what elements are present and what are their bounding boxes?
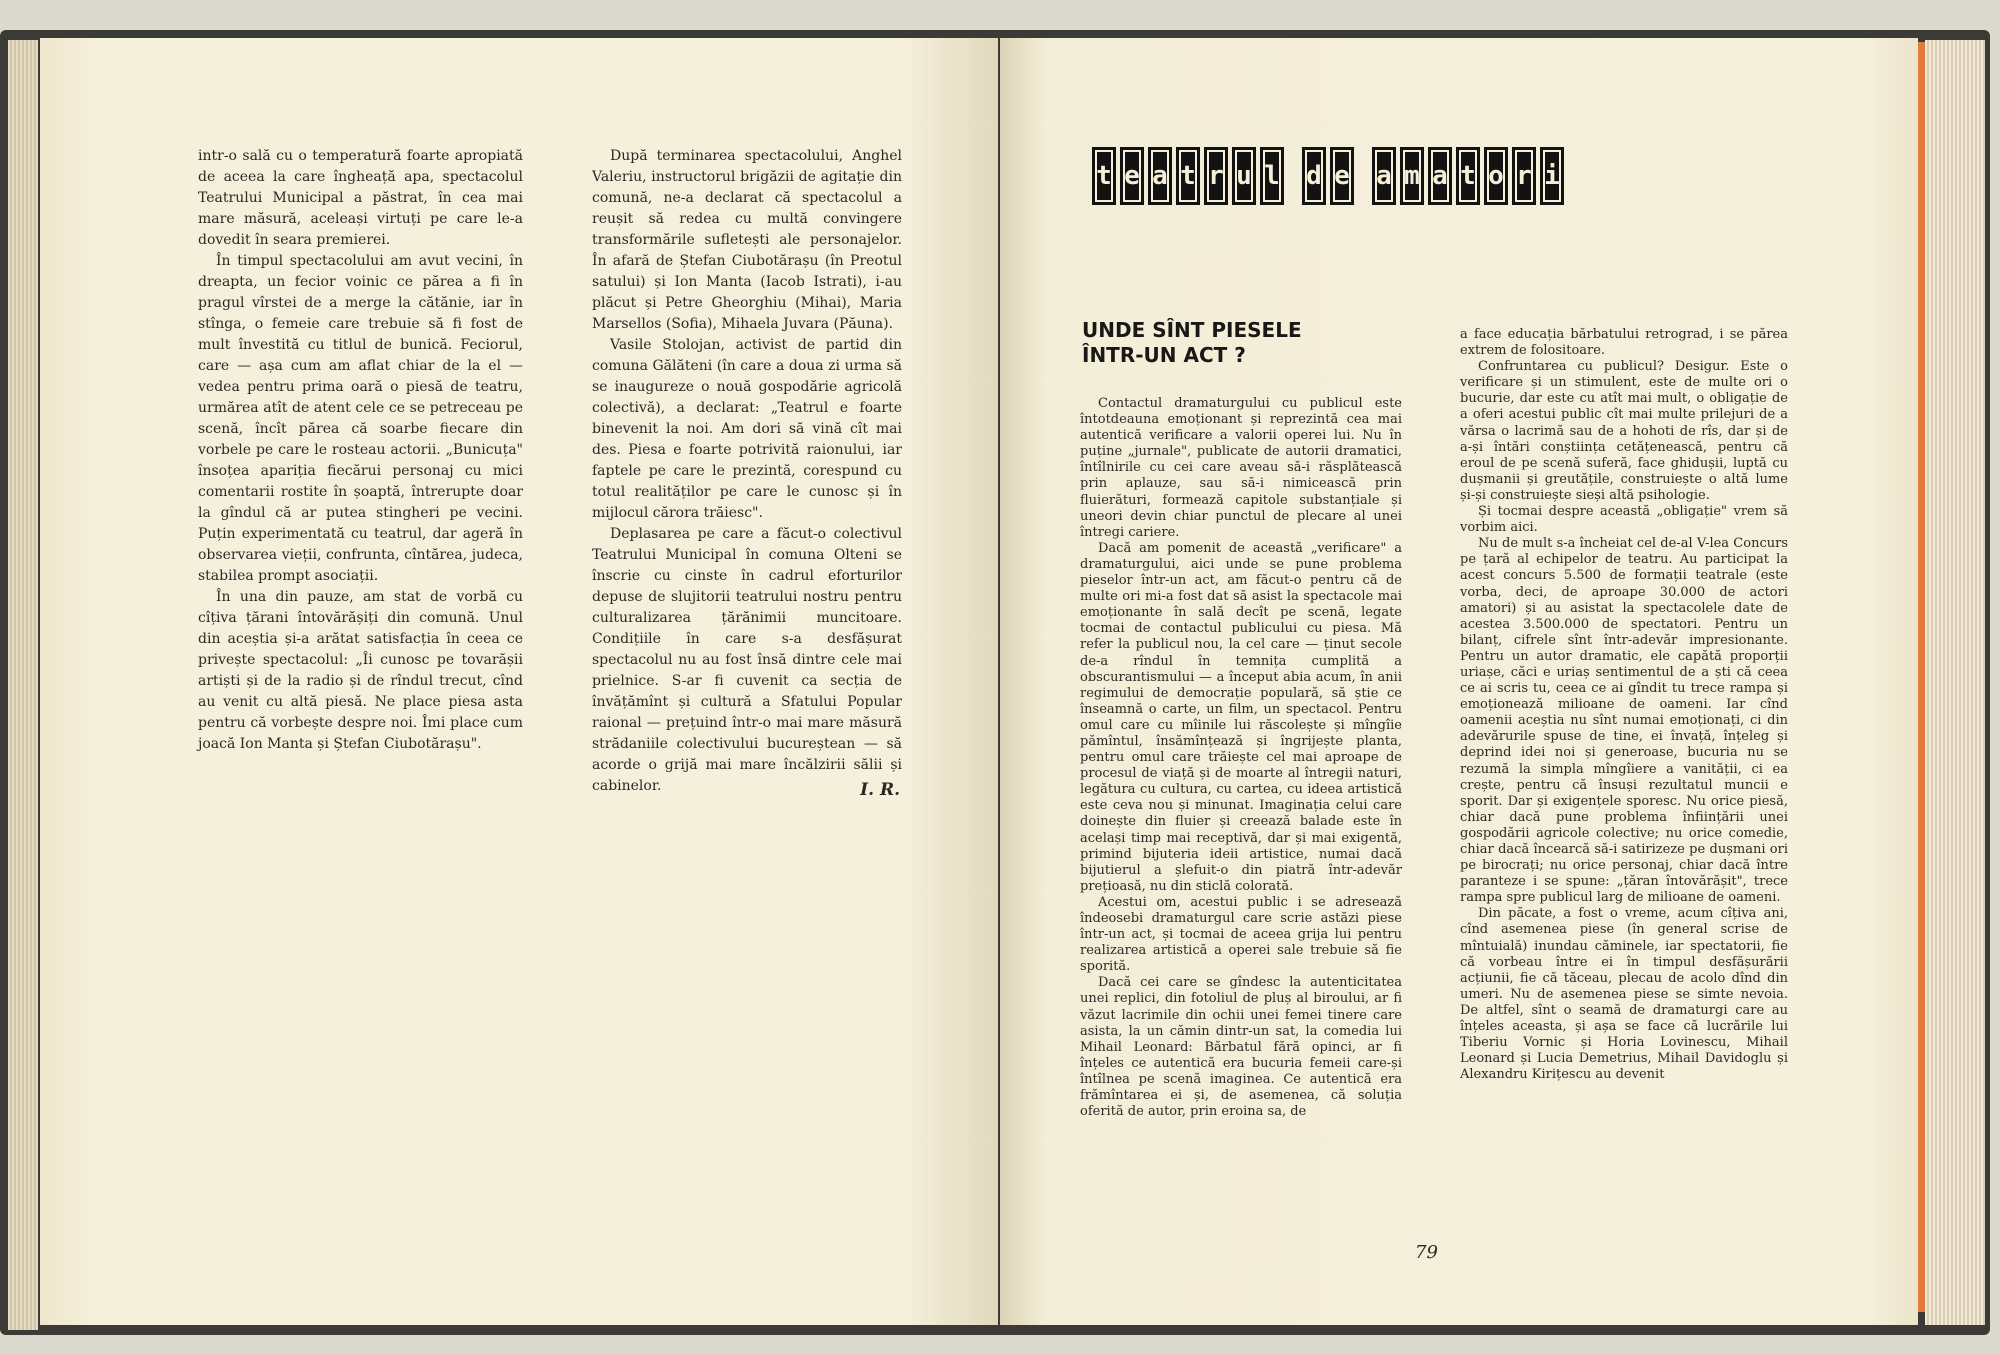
- left-page-column-2: [592, 146, 902, 797]
- paragraph: Confruntarea cu publicul? Desigur. Este o verificare și un stimulent, este de multe ori o bucurie, dar este cu atît mai mult, o obligație de a oferi acestui public cît mai multe prilejuri de a vărsa o lacrimă sau de a hohoti de rîs, dar și de a-și întări conștiința cetățenească, pentru că eroul de pe scenă suferă, face ghidușii, luptă cu dușmanii și greutățile, construiește o altă lume și-și construiește sieși altă psihologie.: [1460, 359, 1788, 503]
- paragraph: Contactul dramaturgului cu publicul este întotdeauna emoționant și reprezintă cea mai autentică verificare a valorii operei lui. Nu în puține „jurnale", publicate de autorii dramatici, întîlnirile cu cei care aveau să-i răsplătească prin aplauze, sau să-i nimicească prin fluierături, formează capitole substanțiale și uneori devin chiar punctul de plecare al unei întregi cariere.: [1080, 396, 1402, 540]
- paragraph: Nu de mult s-a încheiat cel de-al V-lea Concurs pe țară al echipelor de teatru. Au participat la acest concurs 5.500 de formații teatrale (este vorba, deci, de aproape 30.000 de actori amatori) și au asistat la spectacolele date de acestea 3.500.000 de spectatori. Pentru un bilanț, cifrele sînt într-adevăr impresionante. Pentru un autor dramatic, ele capătă proporții uriașe, căci e uriaș sentimentul de a ști că ceea ce ai scris tu, ceea ce ai gîndit tu trece rampa și emoționează milioane de oameni. Iar cînd oamenii aceștia nu sînt numai emoționați, ci din adevărurile spuse de tine, ei învață, înțeleg și deprind idei noi și generoase, bucuria nu se rezumă la simpla mîngîiere a vanității, ci ea crește, pentru că însuși rezultatul muncii e sporit. Dar și exigențele sporesc. Nu orice piesă, chiar dacă pune problema înființării unei gospodării agricole colective; nu orice comedie, chiar dacă încearcă să-i satirizeze pe dușmani ori pe birocrați; nu orice personaj, chiar dacă între paranteze i se spune: „țăran întovărășit", trece rampa spre publicul larg de milioane de oameni.: [1460, 536, 1788, 906]
- masthead-letter: o: [1484, 147, 1508, 205]
- masthead-letter: u: [1232, 147, 1256, 205]
- masthead-letter: t: [1456, 147, 1480, 205]
- masthead-word: [1092, 147, 1284, 205]
- page-edges-left: [8, 40, 38, 1330]
- masthead-letter: a: [1372, 147, 1396, 205]
- author-signature: I. R.: [860, 780, 900, 800]
- masthead-letter: a: [1148, 147, 1172, 205]
- left-page-column-1: [198, 146, 523, 755]
- masthead-word: [1372, 147, 1564, 205]
- masthead-letter: t: [1176, 147, 1200, 205]
- paragraph: După terminarea spectacolului, Anghel Valeriu, instructorul brigăzii de agitație din comună, ne-a declarat că spectacolul a reușit să redea cu multă convingere transformările sufletești ale personajelor. În afară de Ștefan Ciubotărașu (în Preotul satului) și Ion Manta (Iacob Istrati), i-au plăcut și Petre Gheorghiu (Mihai), Maria Marsellos (Sofia), Mihaela Juvara (Păuna).: [592, 148, 902, 332]
- paragraph: Dacă cei care se gîndesc la autenticitatea unei replici, din fotoliul de pluș al biroului, ar fi văzut lacrimile din ochii unei femei tinere care asista, la un cămin dintr-un sat, la comedia lui Mihail Leonard: Bărbatul fără opinci, ar fi înțeles ce autentică era bucuria femeii care-și întîlnea pe scenă imaginea. Ce autentică era frămîntarea ei și, de asemenea, că soluția oferită de autor, prin eroina sa, de: [1080, 975, 1402, 1120]
- paragraph: Deplasarea pe care a făcut-o colectivul Teatrului Municipal în comuna Olteni se înscrie cu cinste în cadrul eforturilor depuse de slujitorii teatrului nostru pentru culturalizarea țărănimii muncitoare. Condițiile în care s-a desfășurat spectacolul nu au fost însă dintre cele mai prielnice. S-ar fi cuvenit ca secția de învățămînt și cultură a Sfatului Popular raional — prețuind într-o mai mare măsură strădaniile colectivului bucureștean — să acorde o grijă mai mare încălzirii sălii și cabinelor.: [592, 526, 902, 794]
- masthead-letter: m: [1400, 147, 1424, 205]
- masthead-letter: d: [1302, 147, 1326, 205]
- page-number: 79: [1415, 1242, 1438, 1263]
- masthead-letter: e: [1120, 147, 1144, 205]
- masthead-word: [1302, 147, 1354, 205]
- paragraph: Acestui om, acestui public i se adresează îndeosebi dramaturgul care scrie astăzi piese într-un act, și tocmai de aceea grija lui pentru realizarea artistică a operei sale trebuie să fie sporită.: [1080, 894, 1402, 975]
- paragraph: Și tocmai despre această „obligație" vrem să vorbim aici.: [1460, 504, 1788, 536]
- paragraph: Dacă am pomenit de această „verificare" a dramaturgului, aici unde se pune problema pieselor într-un act, am făcut-o pentru că de multe ori mi-a fost dat să asist la spectacole mai emoționante în sală decît pe scenă, legate tocmai de contactul publicului cu piesa. Mă refer la publicul nou, la cel care — ținut secole de-a rîndul în temnița cumplită a obscurantismului — a început abia acum, în anii regimului de democrație populară, să știe ce înseamnă o carte, un film, un spectacol. Pentru omul care cu mîinile lui răscolește și mîngîie pămîntul, însămînțează și îngrijește planta, pentru omul care trăiește cel mai aproape de procesul de viață și de moarte al întregii naturi, legătura cu cultura, cu cartea, cu ideea artistică este ceva nou și minunat. Imaginația celui care doinește din fluier și creează balade este în același timp mai receptivă, dar și mai exigentă, primind bijuteria ideii artistice, numai dacă bijutierul a șlefuit-o din piatră într-adevăr prețioasă, nu din sticlă colorată.: [1080, 540, 1402, 894]
- masthead-letter: a: [1428, 147, 1452, 205]
- paragraph: În una din pauze, am stat de vorbă cu cîțiva țărani întovărășiți din comună. Unul din aceștia și-a arătat satisfacția în ceea ce privește spectacolul: „Îi cunosc pe tovarășii artiști și de la radio și de rîndul trecut, cînd au venit cu altă piesă. Ne place piesa asta pentru că vorbește despre noi. Îmi place cum joacă Ion Manta și Ștefan Ciubotărașu".: [198, 589, 523, 752]
- right-page-column-2: [1460, 327, 1788, 1083]
- paragraph: În timpul spectacolului am avut vecini, în dreapta, un fecior voinic ce părea a fi în pragul vîrstei de a merge la cătănie, iar în stînga, o femeie care trebuie să fi fost de mult învestită cu titlul de bunică. Feciorul, care — așa cum am aflat chiar de la el — vedea pentru prima oară o piesă de teatru, urmărea atît de atent cele ce se petreceau pe scenă, încît părea că soarbe fiecare din vorbele pe care le rosteau actorii. „Bunicuța" însoțea apariția fiecărui personaj cu mici comentarii rostite în șoaptă, întrerupte doar la gîndul că ar putea stingheri pe vecini. Puțin experimentată cu teatrul, dar ageră în observarea vieții, confrunta, cîntărea, judeca, stabilea prompt asociații.: [198, 253, 523, 584]
- paragraph: Din păcate, a fost o vreme, acum cîțiva ani, cînd asemenea piese (în general scrise de mîntuială) inundau căminele, iar spectatorii, fie că vorbeau între ei în timpul desfășurării acțiunii, fie că tăceau, plecau de acolo dînd din umeri. Nu de asemenea piese se simte nevoia. De altfel, sînt o seamă de dramaturgi care au înțeles aceasta, și așa se face că lucrările lui Tiberiu Vornic și Horia Lovinescu, Mihail Leonard și Lucia Demetrius, Mihail Davidoglu și Alexandru Kirițescu au devenit: [1460, 906, 1788, 1083]
- paragraph: intr-o sală cu o temperatură foarte apropiată de aceea la care îngheață apa, spectacolul Teatrului Municipal a păstrat, în cea mai mare măsură, aceleași virtuți pe care le-a dovedit în seara premierei.: [198, 148, 523, 248]
- article-title-line: UNDE SÎNT PIESELE: [1082, 318, 1302, 342]
- masthead-letter: r: [1204, 147, 1228, 205]
- masthead-letter: t: [1092, 147, 1116, 205]
- masthead-letter: e: [1330, 147, 1354, 205]
- paragraph: Vasile Stolojan, activist de partid din comuna Gălăteni (în care a doua zi urma să se inaugureze o nouă gospodărie agricolă colectivă), a declarat: „Teatrul e foarte binevenit la noi. Am dori să vină cît mai des. Piesa e foarte potrivită raionului, iar faptele pe care le prezintă, corespund cu totul realităților pe care le cunosc și în mijlocul cărora trăiesc".: [592, 337, 902, 521]
- article-title-line: ÎNTR-UN ACT ?: [1082, 343, 1246, 367]
- masthead-letter: l: [1260, 147, 1284, 205]
- right-page-column-1: [1080, 396, 1402, 1120]
- page-edges-right: [1925, 40, 1985, 1325]
- paragraph: a face educația bărbatului retrograd, i se părea extrem de folositoare.: [1460, 327, 1788, 359]
- masthead-letter: i: [1540, 147, 1564, 205]
- article-title: [1082, 318, 1362, 368]
- section-masthead: [1092, 145, 1704, 207]
- masthead-letter: r: [1512, 147, 1536, 205]
